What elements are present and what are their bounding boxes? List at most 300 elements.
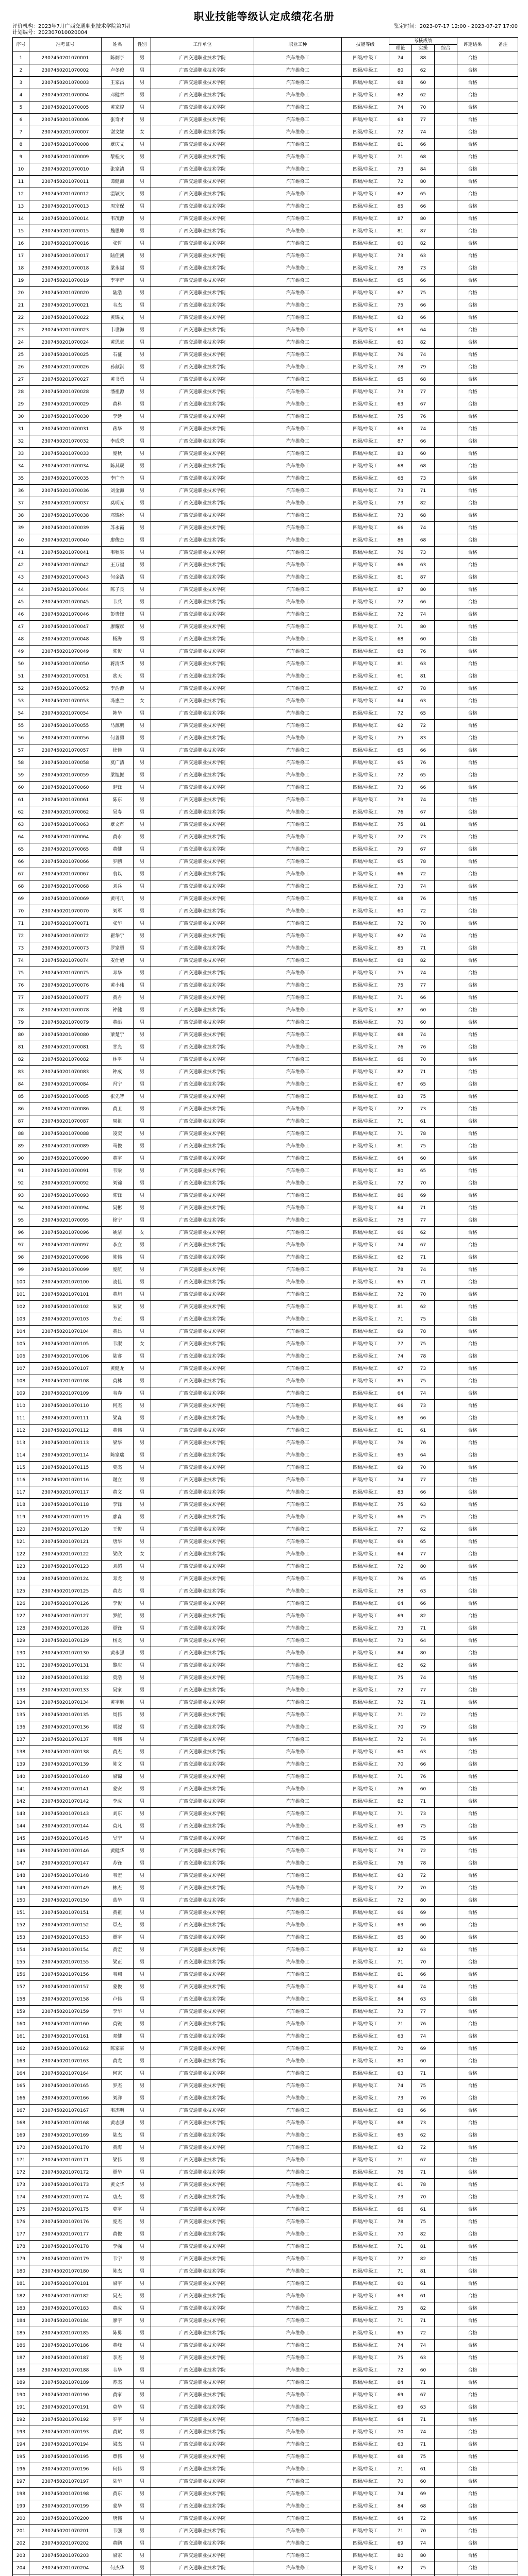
- name-cell: 黄志: [102, 1585, 134, 1598]
- table-row: [13, 485, 518, 497]
- name-cell: 韦杰明: [102, 2105, 134, 2117]
- practical-cell: 60: [412, 1016, 435, 1029]
- unit-cell: 广西交通职业技术学院: [151, 584, 254, 596]
- table-row: [13, 658, 518, 670]
- result-cell: 合格: [457, 287, 488, 299]
- result-cell: 合格: [457, 1363, 488, 1375]
- gender-cell: 男: [134, 1462, 151, 1474]
- result-cell: 合格: [457, 1734, 488, 1746]
- gender-cell: 男: [134, 200, 151, 213]
- table-row: [13, 1264, 518, 1276]
- theory-cell: 87: [389, 1004, 412, 1016]
- cert-no-cell: 2307450201070191: [29, 2401, 102, 2414]
- name-cell: 黄成: [102, 2302, 134, 2315]
- unit-cell: 广西交通职业技术学院: [151, 1808, 254, 1820]
- theory-cell: 72: [389, 1289, 412, 1301]
- table-row: [13, 2513, 518, 2525]
- theory-cell: 69: [389, 1326, 412, 1338]
- remark-cell: [488, 423, 518, 435]
- remark-cell: [488, 893, 518, 905]
- theory-cell: 73: [389, 1635, 412, 1647]
- cert-no-cell: 2307450201070023: [29, 324, 102, 336]
- level-cell: 四级/中级工: [342, 596, 389, 608]
- practical-cell: 66: [412, 312, 435, 324]
- name-cell: 邓健: [102, 2030, 134, 2043]
- seq-cell: 31: [13, 423, 29, 435]
- comp-cell: [435, 64, 457, 77]
- name-cell: 李锋: [102, 1499, 134, 1511]
- result-cell: 合格: [457, 2278, 488, 2290]
- occupation-cell: 汽车维修工: [254, 1672, 342, 1684]
- comp-cell: [435, 1276, 457, 1289]
- occupation-cell: 汽车维修工: [254, 1103, 342, 1115]
- name-cell: 王万福: [102, 559, 134, 571]
- name-cell: 杨海: [102, 633, 134, 646]
- seq-cell: 138: [13, 1746, 29, 1758]
- unit-cell: 广西交通职业技术学院: [151, 1635, 254, 1647]
- unit-cell: 广西交通职业技术学院: [151, 1029, 254, 1041]
- unit-cell: 广西交通职业技术学院: [151, 250, 254, 262]
- seq-cell: 115: [13, 1462, 29, 1474]
- gender-cell: 男: [134, 1165, 151, 1177]
- remark-cell: [488, 1115, 518, 1128]
- header-name: 姓名: [102, 38, 134, 52]
- name-cell: 莫宇: [102, 2204, 134, 2216]
- unit-cell: 广西交通职业技术学院: [151, 1845, 254, 1857]
- theory-cell: 73: [389, 782, 412, 794]
- level-cell: 四级/中级工: [342, 1091, 389, 1103]
- name-cell: 韦宇: [102, 2253, 134, 2265]
- seq-cell: 157: [13, 1981, 29, 1993]
- remark-cell: [488, 1251, 518, 1264]
- table-row: [13, 386, 518, 398]
- unit-cell: 广西交通职业技术学院: [151, 2389, 254, 2401]
- remark-cell: [488, 683, 518, 695]
- theory-cell: 74: [389, 52, 412, 64]
- gender-cell: 男: [134, 2105, 151, 2117]
- name-cell: 冯惠兰: [102, 695, 134, 707]
- comp-cell: [435, 2278, 457, 2290]
- cert-no-cell: 2307450201070053: [29, 695, 102, 707]
- gender-cell: 男: [134, 176, 151, 188]
- occupation-cell: 汽车维修工: [254, 299, 342, 312]
- theory-cell: 66: [389, 1227, 412, 1239]
- practical-cell: 67: [412, 2389, 435, 2401]
- gender-cell: 男: [134, 2401, 151, 2414]
- name-cell: 黄宏: [102, 1944, 134, 1956]
- remark-cell: [488, 695, 518, 707]
- cert-no-cell: 2307450201070019: [29, 275, 102, 287]
- remark-cell: [488, 1227, 518, 1239]
- name-cell: 谢立: [102, 1474, 134, 1486]
- remark-cell: [488, 880, 518, 893]
- table-row: [13, 893, 518, 905]
- unit-cell: 广西交通职业技术学院: [151, 188, 254, 200]
- cert-no-cell: 2307450201070015: [29, 225, 102, 238]
- cert-no-cell: 2307450201070164: [29, 2067, 102, 2080]
- practical-cell: 60: [412, 633, 435, 646]
- unit-cell: 广西交通职业技术学院: [151, 695, 254, 707]
- level-cell: 四级/中级工: [342, 77, 389, 89]
- gender-cell: 男: [134, 1573, 151, 1585]
- cert-no-cell: 2307450201070120: [29, 1523, 102, 1536]
- occupation-cell: 汽车维修工: [254, 423, 342, 435]
- gender-cell: 男: [134, 2043, 151, 2055]
- practical-cell: 74: [412, 423, 435, 435]
- comp-cell: [435, 1016, 457, 1029]
- remark-cell: [488, 621, 518, 633]
- remark-cell: [488, 386, 518, 398]
- theory-cell: 78: [389, 262, 412, 275]
- unit-cell: 广西交通职业技术学院: [151, 1795, 254, 1808]
- gender-cell: 男: [134, 646, 151, 658]
- name-cell: 刘超: [102, 1561, 134, 1573]
- gender-cell: 男: [134, 213, 151, 225]
- practical-cell: 65: [412, 769, 435, 782]
- table-row: [13, 299, 518, 312]
- theory-cell: 63: [389, 398, 412, 411]
- comp-cell: [435, 398, 457, 411]
- gender-cell: 男: [134, 942, 151, 955]
- occupation-cell: 汽车维修工: [254, 930, 342, 942]
- theory-cell: 78: [389, 2216, 412, 2228]
- unit-cell: 广西交通职业技术学院: [151, 275, 254, 287]
- unit-cell: 广西交通职业技术学院: [151, 2302, 254, 2315]
- theory-cell: 72: [389, 1697, 412, 1709]
- gender-cell: 男: [134, 584, 151, 596]
- cert-no-cell: 2307450201070139: [29, 1758, 102, 1771]
- table-row: [13, 374, 518, 386]
- level-cell: 四级/中级工: [342, 1931, 389, 1944]
- level-cell: 四级/中级工: [342, 423, 389, 435]
- comp-cell: [435, 1004, 457, 1016]
- remark-cell: [488, 485, 518, 497]
- practical-cell: 80: [412, 1894, 435, 1907]
- cert-no-cell: 2307450201070185: [29, 2327, 102, 2340]
- table-row: [13, 608, 518, 621]
- remark-cell: [488, 1808, 518, 1820]
- name-cell: 苏锋: [102, 1857, 134, 1870]
- cert-no-cell: 2307450201070050: [29, 658, 102, 670]
- level-cell: 四级/中级工: [342, 1981, 389, 1993]
- level-cell: 四级/中级工: [342, 1833, 389, 1845]
- result-cell: 合格: [457, 398, 488, 411]
- remark-cell: [488, 2278, 518, 2290]
- gender-cell: 男: [134, 683, 151, 695]
- name-cell: 韦世海: [102, 324, 134, 336]
- cert-no-cell: 2307450201070030: [29, 411, 102, 423]
- cert-no-cell: 2307450201070097: [29, 1239, 102, 1251]
- unit-cell: 广西交通职业技术学院: [151, 2476, 254, 2488]
- theory-cell: 75: [389, 411, 412, 423]
- level-cell: 四级/中级工: [342, 336, 389, 349]
- name-cell: 苏永霞: [102, 522, 134, 534]
- remark-cell: [488, 2129, 518, 2142]
- seq-cell: 184: [13, 2315, 29, 2327]
- unit-cell: 广西交通职业技术学院: [151, 1523, 254, 1536]
- theory-cell: 71: [389, 2315, 412, 2327]
- remark-cell: [488, 1573, 518, 1585]
- practical-cell: 67: [412, 806, 435, 819]
- practical-cell: 73: [412, 831, 435, 843]
- table-row: [13, 1845, 518, 1857]
- level-cell: 四级/中级工: [342, 1004, 389, 1016]
- gender-cell: 男: [134, 262, 151, 275]
- level-cell: 四级/中级工: [342, 955, 389, 967]
- name-cell: 黄家: [102, 2389, 134, 2401]
- table-row: [13, 2340, 518, 2352]
- remark-cell: [488, 2500, 518, 2513]
- remark-cell: [488, 2414, 518, 2426]
- unit-cell: 广西交通职业技术学院: [151, 176, 254, 188]
- seq-cell: 176: [13, 2216, 29, 2228]
- theory-cell: 75: [389, 979, 412, 992]
- remark-cell: [488, 1338, 518, 1350]
- comp-cell: [435, 608, 457, 621]
- table-row: [13, 2562, 518, 2574]
- occupation-cell: 汽车维修工: [254, 2105, 342, 2117]
- unit-cell: 广西交通职业技术学院: [151, 1301, 254, 1313]
- table-row: [13, 2216, 518, 2228]
- comp-cell: [435, 893, 457, 905]
- occupation-cell: 汽车维修工: [254, 2550, 342, 2562]
- occupation-cell: 汽车维修工: [254, 1486, 342, 1499]
- name-cell: 梁永福: [102, 262, 134, 275]
- result-cell: 合格: [457, 1115, 488, 1128]
- level-cell: 四级/中级工: [342, 2253, 389, 2265]
- unit-cell: 广西交通职业技术学院: [151, 1054, 254, 1066]
- remark-cell: [488, 1845, 518, 1857]
- result-cell: 合格: [457, 720, 488, 732]
- unit-cell: 广西交通职业技术学院: [151, 1313, 254, 1326]
- name-cell: 徐宁: [102, 1214, 134, 1227]
- result-cell: 合格: [457, 1016, 488, 1029]
- occupation-cell: 汽车维修工: [254, 1041, 342, 1054]
- gender-cell: 男: [134, 1561, 151, 1573]
- level-cell: 四级/中级工: [342, 1647, 389, 1659]
- level-cell: 四级/中级工: [342, 1709, 389, 1721]
- name-cell: 杨龙: [102, 1635, 134, 1647]
- comp-cell: [435, 225, 457, 238]
- level-cell: 四级/中级工: [342, 1684, 389, 1697]
- remark-cell: [488, 2401, 518, 2414]
- table-row: [13, 2142, 518, 2154]
- level-cell: 四级/中级工: [342, 584, 389, 596]
- gender-cell: 男: [134, 992, 151, 1004]
- comp-cell: [435, 1375, 457, 1387]
- comp-cell: [435, 126, 457, 139]
- theory-cell: 72: [389, 608, 412, 621]
- remark-cell: [488, 732, 518, 744]
- cert-no-cell: 2307450201070160: [29, 2018, 102, 2030]
- theory-cell: 87: [389, 435, 412, 448]
- seq-cell: 203: [13, 2550, 29, 2562]
- comp-cell: [435, 336, 457, 349]
- comp-cell: [435, 670, 457, 683]
- remark-cell: [488, 744, 518, 757]
- table-row: [13, 2006, 518, 2018]
- theory-cell: 77: [389, 1338, 412, 1350]
- table-row: [13, 1598, 518, 1610]
- comp-cell: [435, 2043, 457, 2055]
- gender-cell: 男: [134, 757, 151, 769]
- table-row: [13, 1338, 518, 1350]
- unit-cell: 广西交通职业技术学院: [151, 1647, 254, 1659]
- practical-cell: 88: [412, 52, 435, 64]
- occupation-cell: 汽车维修工: [254, 1066, 342, 1078]
- gender-cell: 男: [134, 893, 151, 905]
- name-cell: 黄书勇: [102, 374, 134, 386]
- gender-cell: 男: [134, 1993, 151, 2006]
- gender-cell: 男: [134, 955, 151, 967]
- comp-cell: [435, 1054, 457, 1066]
- occupation-cell: 汽车维修工: [254, 1833, 342, 1845]
- level-cell: 四级/中级工: [342, 1338, 389, 1350]
- unit-cell: 广西交通职业技术学院: [151, 732, 254, 744]
- result-cell: [457, 2574, 488, 2576]
- level-cell: 四级/中级工: [342, 361, 389, 374]
- comp-cell: [435, 1313, 457, 1326]
- cert-no-cell: 2307450201070137: [29, 1734, 102, 1746]
- comp-cell: [435, 2550, 457, 2562]
- gender-cell: 男: [134, 64, 151, 77]
- gender-cell: 男: [134, 744, 151, 757]
- unit-cell: 广西交通职业技术学院: [151, 2488, 254, 2500]
- gender-cell: 男: [134, 1190, 151, 1202]
- result-cell: 合格: [457, 2043, 488, 2055]
- remark-cell: [488, 1969, 518, 1981]
- level-cell: 四级/中级工: [342, 2142, 389, 2154]
- comp-cell: [435, 2302, 457, 2315]
- level-cell: 四级/中级工: [342, 2290, 389, 2302]
- level-cell: 四级/中级工: [342, 1066, 389, 1078]
- remark-cell: [488, 324, 518, 336]
- theory-cell: 76: [389, 547, 412, 559]
- remark-cell: [488, 1610, 518, 1622]
- result-cell: 合格: [457, 1289, 488, 1301]
- unit-cell: 广西交通职业技术学院: [151, 2377, 254, 2389]
- comp-cell: [435, 1808, 457, 1820]
- result-cell: 合格: [457, 250, 488, 262]
- unit-cell: 广西交通职业技术学院: [151, 757, 254, 769]
- theory-cell: 80: [389, 1165, 412, 1177]
- seq-cell: 68: [13, 880, 29, 893]
- remark-cell: [488, 1350, 518, 1363]
- seq-cell: 149: [13, 1882, 29, 1894]
- theory-cell: 72: [389, 769, 412, 782]
- remark-cell: [488, 1647, 518, 1659]
- comp-cell: [435, 1251, 457, 1264]
- gender-cell: 男: [134, 497, 151, 510]
- practical-cell: 74: [412, 349, 435, 361]
- result-cell: 合格: [457, 2550, 488, 2562]
- seq-cell: 3: [13, 77, 29, 89]
- cert-no-cell: 2307450201070041: [29, 547, 102, 559]
- comp-cell: [435, 2179, 457, 2191]
- cert-no-cell: 2307450201070049: [29, 646, 102, 658]
- cert-no-cell: 2307450201070007: [29, 126, 102, 139]
- practical-cell: 62: [412, 2129, 435, 2142]
- level-cell: 四级/中级工: [342, 1276, 389, 1289]
- table-row: [13, 1363, 518, 1375]
- comp-cell: [435, 1783, 457, 1795]
- seq-cell: 30: [13, 411, 29, 423]
- result-cell: 合格: [457, 1239, 488, 1251]
- comp-cell: [435, 2513, 457, 2525]
- name-cell: 蒋清华: [102, 658, 134, 670]
- name-cell: 黄文: [102, 1486, 134, 1499]
- gender-cell: 男: [134, 1808, 151, 1820]
- practical-cell: 64: [412, 324, 435, 336]
- table-row: [13, 1511, 518, 1523]
- comp-cell: [435, 707, 457, 720]
- unit-cell: 广西交通职业技术学院: [151, 856, 254, 868]
- practical-cell: 65: [412, 1078, 435, 1091]
- practical-cell: 76: [412, 2092, 435, 2105]
- name-cell: 何杰: [102, 1400, 134, 1412]
- occupation-cell: 汽车维修工: [254, 2055, 342, 2067]
- unit-cell: 广西交通职业技术学院: [151, 2105, 254, 2117]
- theory-cell: 70: [389, 2476, 412, 2488]
- practical-cell: 63: [412, 2401, 435, 2414]
- unit-cell: 广西交通职业技术学院: [151, 2117, 254, 2129]
- practical-cell: 75: [412, 1833, 435, 1845]
- gender-cell: 男: [134, 806, 151, 819]
- occupation-cell: 汽车维修工: [254, 2067, 342, 2080]
- comp-cell: [435, 2241, 457, 2253]
- level-cell: 四级/中级工: [342, 275, 389, 287]
- occupation-cell: 汽车维修工: [254, 1425, 342, 1437]
- practical-cell: 74: [412, 2340, 435, 2352]
- unit-cell: 广西交通职业技术学院: [151, 992, 254, 1004]
- practical-cell: 66: [412, 1412, 435, 1425]
- seq-cell: 155: [13, 1956, 29, 1969]
- comp-cell: [435, 460, 457, 472]
- org-line: [12, 24, 518, 30]
- level-cell: 四级/中级工: [342, 2166, 389, 2179]
- seq-cell: 56: [13, 732, 29, 744]
- occupation-cell: 汽车维修工: [254, 2043, 342, 2055]
- result-cell: 合格: [457, 1474, 488, 1486]
- practical-cell: 63: [412, 2352, 435, 2364]
- occupation-cell: 汽车维修工: [254, 1412, 342, 1425]
- level-cell: 四级/中级工: [342, 1313, 389, 1326]
- table-row: [13, 1412, 518, 1425]
- level-cell: 四级/中级工: [342, 843, 389, 856]
- practical-cell: 66: [412, 1598, 435, 1610]
- unit-cell: 广西交通职业技术学院: [151, 2154, 254, 2166]
- occupation-cell: 汽车维修工: [254, 238, 342, 250]
- occupation-cell: 汽车维修工: [254, 1783, 342, 1795]
- seq-cell: 153: [13, 1931, 29, 1944]
- unit-cell: 广西交通职业技术学院: [151, 213, 254, 225]
- level-cell: 四级/中级工: [342, 646, 389, 658]
- cert-no-cell: 2307450201070079: [29, 1016, 102, 1029]
- table-row: [13, 312, 518, 324]
- occupation-cell: 汽车维修工: [254, 1585, 342, 1598]
- theory-cell: 74: [389, 2488, 412, 2500]
- theory-cell: 71: [389, 1808, 412, 1820]
- comp-cell: [435, 1709, 457, 1721]
- practical-cell: 73: [412, 472, 435, 485]
- theory-cell: 64: [389, 1548, 412, 1561]
- unit-cell: 广西交通职业技术学院: [151, 2129, 254, 2142]
- remark-cell: [488, 2191, 518, 2204]
- seq-cell: 180: [13, 2265, 29, 2278]
- comp-cell: [435, 918, 457, 930]
- practical-cell: 68: [412, 510, 435, 522]
- remark-cell: [488, 2216, 518, 2228]
